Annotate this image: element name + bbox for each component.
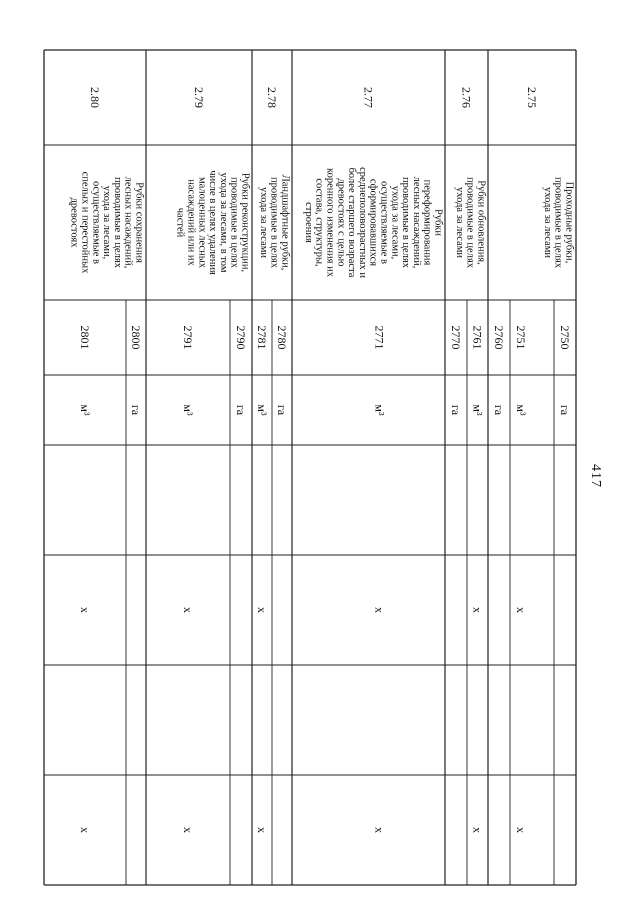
not-applicable-mark: x bbox=[372, 827, 387, 833]
unit-label: м³ bbox=[78, 404, 92, 416]
row-name-line: строения bbox=[302, 202, 314, 243]
line-code: 2751 bbox=[514, 325, 528, 350]
row-name-line: проводимые в целях bbox=[111, 176, 123, 269]
row-name-line: Ландшафтные рубки, bbox=[279, 174, 291, 271]
row-name-line: древостоях с целью bbox=[335, 178, 347, 267]
line-code: 2771 bbox=[372, 325, 387, 350]
row-name-line: ухода за лесами bbox=[453, 187, 465, 258]
line-code: 2781 bbox=[255, 325, 269, 350]
row-id: 2.80 bbox=[88, 87, 102, 108]
row-id: 2.77 bbox=[361, 87, 376, 108]
line-code: 2750 bbox=[558, 325, 572, 350]
line-code: 2790 bbox=[234, 325, 248, 350]
page-number: 417 bbox=[588, 464, 603, 488]
row-id: 2.79 bbox=[192, 87, 206, 108]
row-name-line: проводимые в целях bbox=[464, 176, 476, 269]
row-name-line: осуществляемые в bbox=[90, 180, 102, 265]
not-applicable-mark: x bbox=[255, 827, 269, 833]
row-name-line: проводимые в целях bbox=[228, 176, 240, 269]
row-name-line: среднеполовозрастных и bbox=[356, 167, 368, 278]
row-id: 2.78 bbox=[265, 87, 279, 108]
unit-label: м³ bbox=[514, 404, 528, 416]
line-code: 2770 bbox=[449, 325, 463, 350]
unit-label: м³ bbox=[181, 404, 195, 416]
row-id: 2.76 bbox=[459, 87, 474, 108]
not-applicable-mark: x bbox=[372, 607, 387, 613]
unit-label: га bbox=[558, 404, 572, 416]
not-applicable-mark: x bbox=[470, 827, 485, 833]
row-name-line: Рубки сохранения bbox=[133, 182, 145, 263]
not-applicable-mark: x bbox=[181, 827, 195, 833]
unit-label: м³ bbox=[372, 404, 387, 416]
not-applicable-mark: x bbox=[78, 607, 92, 613]
row-name-line: насаждений или их bbox=[185, 179, 197, 266]
row-name-line: Рубки bbox=[432, 208, 444, 237]
unit-label: га bbox=[492, 404, 506, 416]
row-name-line: древостоях bbox=[68, 197, 80, 248]
line-code: 2780 bbox=[275, 325, 289, 350]
row-name-line: частей bbox=[174, 207, 186, 238]
row-name-line: спелых и перестойных bbox=[79, 171, 91, 274]
row-name-line: сформировавшихся bbox=[367, 178, 379, 267]
not-applicable-mark: x bbox=[514, 607, 528, 613]
row-name-line: проводимые в целях bbox=[268, 176, 280, 269]
line-code: 2801 bbox=[78, 325, 92, 350]
line-code: 2800 bbox=[129, 325, 143, 350]
row-name-line: Проходные рубки, bbox=[563, 181, 575, 264]
unit-label: м³ bbox=[255, 404, 269, 416]
row-name-line: ухода за лесами bbox=[541, 187, 553, 258]
row-name-line: лесных насаждений, bbox=[410, 176, 422, 269]
line-code: 2761 bbox=[470, 325, 485, 350]
not-applicable-mark: x bbox=[514, 827, 528, 833]
not-applicable-mark: x bbox=[255, 607, 269, 613]
row-name-line: осуществляемые в bbox=[378, 180, 390, 265]
row-name-line: коренного изменения их bbox=[324, 168, 336, 277]
unit-label: га bbox=[275, 404, 289, 416]
row-name-line: ухода за лесами, bbox=[101, 185, 113, 260]
not-applicable-mark: x bbox=[78, 827, 92, 833]
row-name-line: числе в целях удаления bbox=[207, 170, 219, 275]
row-name-line: малоценных лесных bbox=[196, 176, 208, 269]
unit-label: га bbox=[129, 404, 143, 416]
row-name-line: состава, структуры, bbox=[313, 178, 325, 267]
row-name-line: ухода за лесами bbox=[257, 187, 269, 258]
row-name-line: более старшего возраста bbox=[346, 167, 358, 278]
row-name-line: ухода за лесами, bbox=[389, 185, 401, 260]
line-code: 2760 bbox=[492, 325, 506, 350]
row-name-line: ухода за лесами, в том bbox=[217, 172, 229, 273]
row-name-line: Рубки реконструкции, bbox=[239, 172, 251, 273]
row-name-line: переформирования bbox=[421, 179, 433, 266]
row-name-line: лесных насаждений, bbox=[122, 176, 134, 269]
row-id: 2.75 bbox=[525, 87, 539, 108]
not-applicable-mark: x bbox=[181, 607, 195, 613]
row-name-line: Рубки обновления, bbox=[475, 180, 487, 265]
row-name-line: проводимые в целях bbox=[552, 176, 564, 269]
unit-label: га bbox=[449, 404, 463, 416]
row-name-line: проводимые в целях bbox=[400, 176, 412, 269]
not-applicable-mark: x bbox=[470, 607, 485, 613]
line-code: 2791 bbox=[181, 325, 195, 350]
unit-label: м³ bbox=[470, 404, 485, 416]
unit-label: га bbox=[234, 404, 248, 416]
